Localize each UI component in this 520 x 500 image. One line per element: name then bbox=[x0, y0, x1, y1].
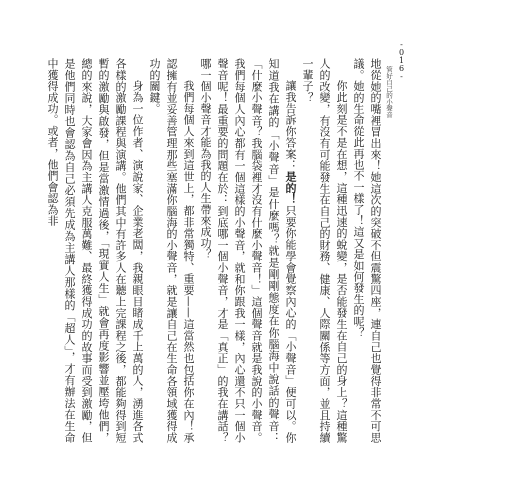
paragraph-text: 地從她的嘴裡冒出來！她這次的突破不但震驚四座，連自己也覺得非常不可思議。她的生命從此再也不一樣了！這又是如何發生的呢？ bbox=[352, 58, 382, 443]
body-text bbox=[46, 58, 384, 443]
page-number: -016- bbox=[397, 40, 406, 80]
paragraph-text: 你此刻是不是在想，這種迅速的蛻變，是否能發生在自己的身上？這種驚人的改變，有沒有可能發生在自己的財務、健康、人際關係等方面，並且持續一輩子？ bbox=[301, 58, 348, 443]
paragraph bbox=[44, 58, 146, 443]
paragraph-text: 我們每個人來到這世上，都非常獨特、重要——這當然也包括你在內！承認擁有並妥善管理那些塞滿你腦海的小聲音，就是讓自己在生命各領域獲得成功的關鍵。 bbox=[148, 58, 195, 443]
paragraph bbox=[299, 58, 350, 443]
emphasis-text: 是的！ bbox=[284, 170, 297, 205]
paragraph-text: 身為一位作者、演說家、企業老闆，我親眼目睹成千上萬的人，湧進各式各樣的激勵課程與演講。他們其中有許多人在聽上完課程之後，都能夠得到短暫的激勵與啟發，但是當激情過後，「現實人生」就會再度影響並壓垮他們，總的來說，大家會因為主講人克服萬難、最終獲得成功的故事而受到激勵，但是他們同時也會認為自己必須先成為主講人那樣的「超人」，才有辦法在生命中獲得成功。或者，他們會認為非 bbox=[46, 58, 144, 443]
paragraph-text: 讓我告訴你答案： bbox=[284, 80, 297, 171]
page-header bbox=[385, 40, 406, 118]
paragraph bbox=[146, 58, 197, 443]
paragraph-text: 只要你能學會覺察內心的「小聲音」便可以。你知道我在講的「小聲音」是什麼嗎？就是剛剛態度在你腦海中說話的聲音：「什麼小聲音？我腦袋裡才沒有什麼小聲音！」這個聲音就是我說的小聲音。我們每個人內心都有一個這樣的小聲音，就和你跟我一樣，內心還不只一個小聲音呢！最重要的問題在於：到底哪一個小聲音，才是「真正」的我在講話？哪一個小聲音才能為我的人生帶來成功？ bbox=[199, 58, 297, 443]
running-title: 管好自己的小聲音 bbox=[385, 66, 393, 118]
paragraph bbox=[197, 58, 299, 443]
paragraph bbox=[350, 58, 384, 443]
